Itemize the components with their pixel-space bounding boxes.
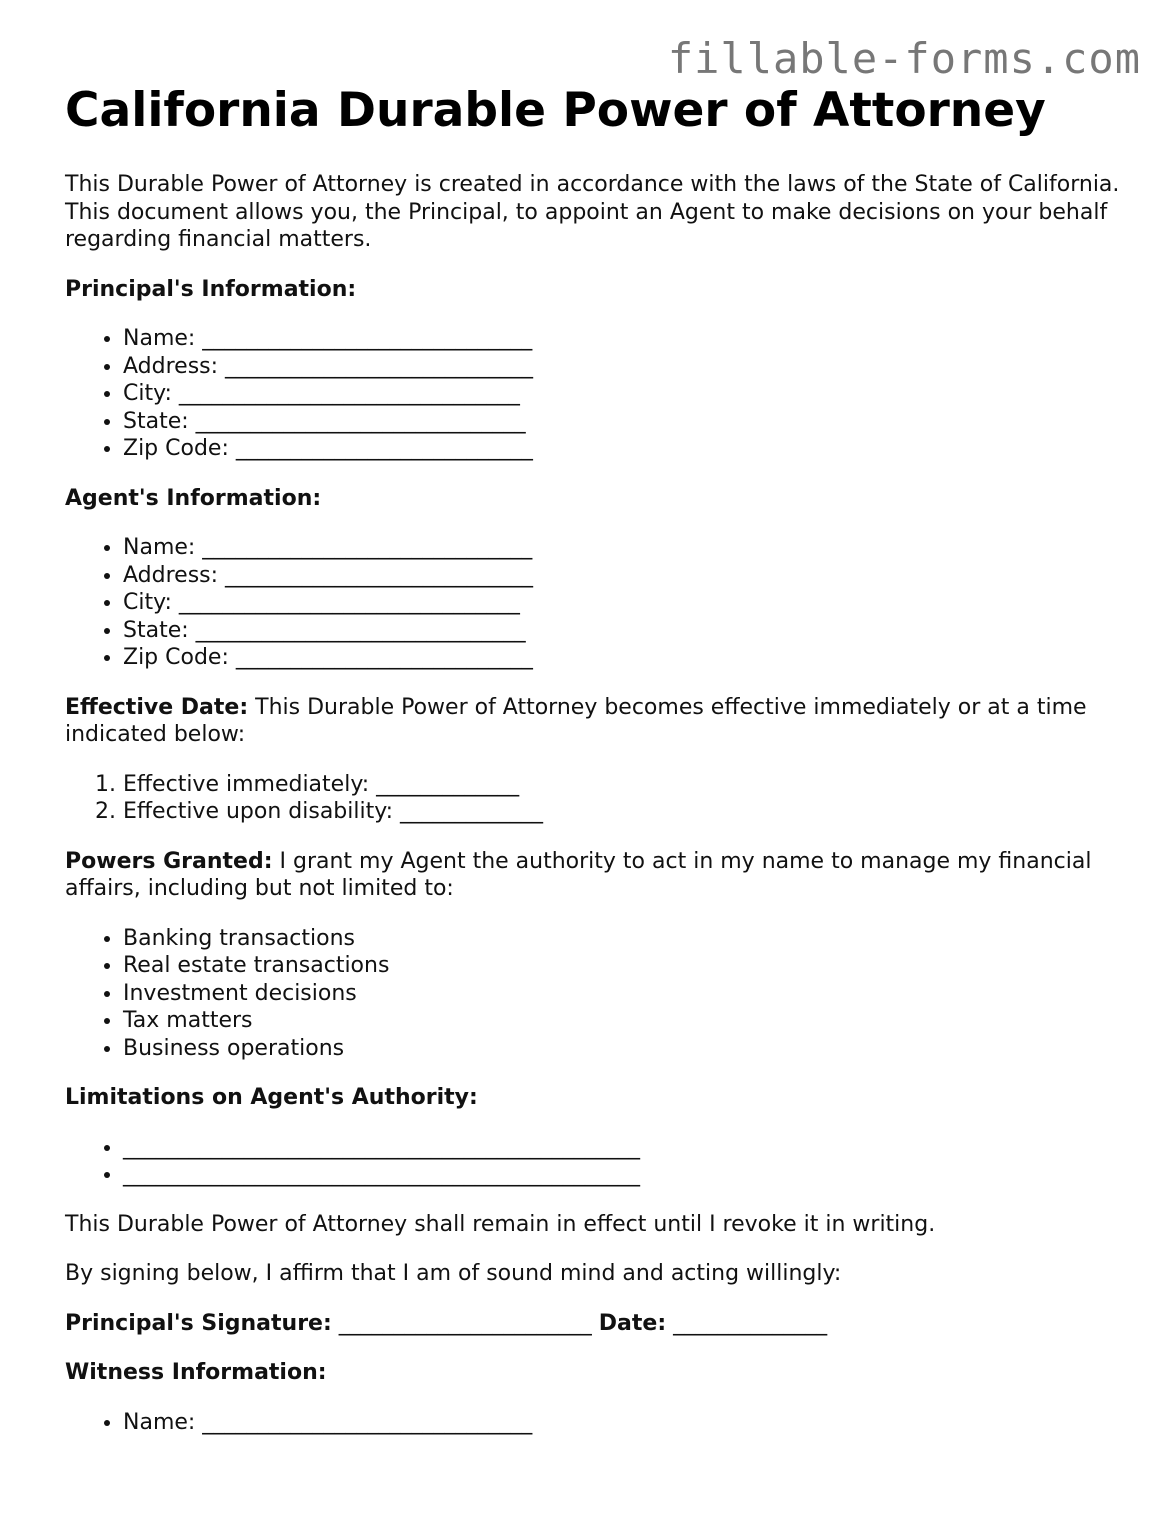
remain-in-effect-text: This Durable Power of Attorney shall remain in effect until I revoke it in writing. [65, 1211, 936, 1237]
effective-date-paragraph [65, 694, 1125, 749]
limitation-blank-field[interactable]: • _______________________________________________ [123, 1134, 1125, 1162]
principal-name-field[interactable]: • Name: ______________________________ [123, 325, 1125, 353]
effective-date-text: This Durable Power of Attorney becomes effective immediately or at a time indicated below: [65, 694, 1087, 747]
date-label: Date: [598, 1310, 667, 1336]
agent-address-field[interactable]: • Address: ____________________________ [123, 562, 1125, 590]
powers-text: I grant my Agent the authority to act in my name to manage my financial affairs, including but not limited to: [65, 848, 1092, 901]
effective-date-label: Effective Date: [65, 694, 249, 720]
witness-heading: Witness Information: [65, 1360, 327, 1385]
limitations-list [65, 1134, 1125, 1189]
signature-field[interactable]: _______________________ [331, 1310, 599, 1336]
limitations-heading: Limitations on Agent's Authority: [65, 1085, 478, 1110]
principal-heading: Principal's Information: [65, 276, 357, 302]
power-item: • Tax matters [123, 1007, 1125, 1035]
principal-zip-field[interactable]: • Zip Code: ___________________________ [123, 435, 1125, 463]
agent-zip-field[interactable]: • Zip Code: ___________________________ [123, 644, 1125, 672]
effective-disability-field[interactable]: 2. Effective upon disability: _____________ [123, 798, 1125, 826]
powers-paragraph [65, 848, 1125, 903]
power-item: • Investment decisions [123, 980, 1125, 1008]
watermark: fillable-forms.com [667, 34, 1141, 83]
agent-heading: Agent's Information: [65, 485, 322, 511]
page-title: California Durable Power of Attorney [65, 83, 1046, 138]
power-item: • Banking transactions [123, 925, 1125, 953]
effective-immediately-field[interactable]: 1. Effective immediately: _____________ [123, 771, 1125, 799]
powers-label: Powers Granted: [65, 848, 273, 874]
principal-fields [65, 325, 1125, 463]
power-item: • Business operations [123, 1035, 1125, 1063]
power-item: • Real estate transactions [123, 952, 1125, 980]
agent-city-field[interactable]: • City: _______________________________ [123, 589, 1125, 617]
agent-name-field[interactable]: • Name: ______________________________ [123, 534, 1125, 562]
signature-label: Principal's Signature: [65, 1310, 332, 1336]
document-body [65, 84, 1125, 1436]
agent-state-field[interactable]: • State: ______________________________ [123, 617, 1125, 645]
principal-state-field[interactable]: • State: ______________________________ [123, 408, 1125, 436]
intro-paragraph: This Durable Power of Attorney is created in accordance with the laws of the State of California. This document allows you, the Principal, to appoint an Agent to make decisions on your behalf regarding financial matters. [65, 172, 1120, 252]
witness-name-field[interactable]: • Name: ______________________________ [123, 1409, 1125, 1437]
affirm-text: By signing below, I affirm that I am of sound mind and acting willingly: [65, 1261, 842, 1286]
date-field[interactable]: ______________ [666, 1310, 828, 1336]
effective-options [65, 771, 1125, 826]
principal-address-field[interactable]: • Address: ____________________________ [123, 353, 1125, 381]
principal-city-field[interactable]: • City: _______________________________ [123, 380, 1125, 408]
signature-line [65, 1310, 1125, 1338]
powers-list [65, 925, 1125, 1063]
agent-fields [65, 534, 1125, 672]
witness-fields [65, 1409, 1125, 1437]
limitation-blank-field[interactable]: • _______________________________________________ [123, 1161, 1125, 1189]
